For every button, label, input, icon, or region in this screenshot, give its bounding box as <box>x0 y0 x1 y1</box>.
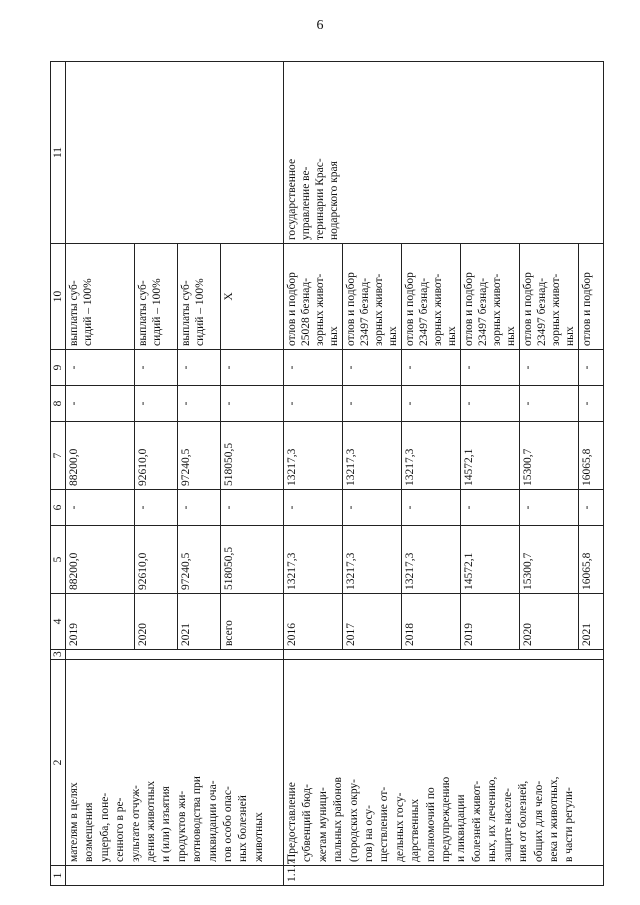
year-cell: 2018 <box>402 594 461 650</box>
number-cell <box>66 866 284 886</box>
table-row <box>66 62 135 886</box>
rotated-table-frame <box>50 62 593 886</box>
total-amount-cell: 88200,0 <box>66 526 135 594</box>
local-amount-cell: - <box>284 386 343 422</box>
year-cell: 2021 <box>178 594 221 650</box>
federal-amount-cell: - <box>135 490 178 526</box>
local-amount-cell: - <box>221 386 284 422</box>
other-amount-cell: - <box>402 350 461 386</box>
result-cell: отлов и подбор 23497 безнад- зорных живот- ных <box>520 244 579 350</box>
local-amount-cell: - <box>178 386 221 422</box>
regional-amount-cell: 92610,0 <box>135 422 178 490</box>
other-amount-cell: - <box>221 350 284 386</box>
regional-amount-cell: 97240,5 <box>178 422 221 490</box>
total-amount-cell: 92610,0 <box>135 526 178 594</box>
federal-amount-cell: - <box>284 490 343 526</box>
result-cell: отлов и подбор 23497 безнад- зорных живот- ных <box>461 244 520 350</box>
federal-amount-cell: - <box>66 490 135 526</box>
other-amount-cell: - <box>520 350 579 386</box>
header-cell: 4 <box>51 594 66 650</box>
result-cell: отлов и подбор 23497 безнад- зорных живот- ных <box>402 244 461 350</box>
rotated-table-container <box>50 62 593 886</box>
measures-table <box>50 61 604 886</box>
status-cell <box>284 650 604 660</box>
other-amount-cell: - <box>135 350 178 386</box>
result-cell: выплаты суб- сидий – 100% <box>66 244 135 350</box>
measure-description: мателям в целях возмещения ущерба, поне- сенного в ре- зультате отчуж- дения животных и (или) изъятия продуктов жи- вотноводства при ликвидации оча- гов особо опас- ных болезней животных <box>66 660 284 866</box>
year-cell: 2017 <box>343 594 402 650</box>
other-amount-cell: - <box>461 350 520 386</box>
measure-code: 1.1.7 <box>284 866 604 886</box>
total-amount-cell: 13217,3 <box>343 526 402 594</box>
regional-amount-cell: 13217,3 <box>343 422 402 490</box>
status-cell <box>66 650 284 660</box>
result-cell: отлов и подбор 25028 безнад- зорных живот- ных <box>284 244 343 350</box>
result-cell: отлов и подбор 23497 безнад- зорных живот- ных <box>343 244 402 350</box>
header-cell: 6 <box>51 490 66 526</box>
year-cell: 2021 <box>579 594 604 650</box>
regional-amount-cell: 88200,0 <box>66 422 135 490</box>
regional-amount-cell: 518050,5 <box>221 422 284 490</box>
year-cell: 2020 <box>135 594 178 650</box>
year-cell: всего <box>221 594 284 650</box>
federal-amount-cell: - <box>178 490 221 526</box>
result-cell: X <box>221 244 284 350</box>
header-cell: 3 <box>51 650 66 660</box>
header-cell: 9 <box>51 350 66 386</box>
header-cell: 7 <box>51 422 66 490</box>
result-cell: выплаты суб- сидий – 100% <box>135 244 178 350</box>
federal-amount-cell: - <box>520 490 579 526</box>
header-cell: 2 <box>51 660 66 866</box>
executor-cell: государственное управление ве- теринарии Крас- нодарского края <box>284 62 604 244</box>
header-cell: 5 <box>51 526 66 594</box>
year-cell: 2019 <box>461 594 520 650</box>
local-amount-cell: - <box>66 386 135 422</box>
federal-amount-cell: - <box>343 490 402 526</box>
table-header-row <box>51 62 66 886</box>
other-amount-cell: - <box>178 350 221 386</box>
page-number: 6 <box>316 18 324 33</box>
total-amount-cell: 13217,3 <box>402 526 461 594</box>
total-amount-cell: 13217,3 <box>284 526 343 594</box>
federal-amount-cell: - <box>461 490 520 526</box>
result-cell: отлов и подбор <box>579 244 604 350</box>
header-cell: 8 <box>51 386 66 422</box>
other-amount-cell: - <box>343 350 402 386</box>
executor-cell <box>66 62 284 244</box>
regional-amount-cell: 16065,8 <box>579 422 604 490</box>
year-cell: 2019 <box>66 594 135 650</box>
local-amount-cell: - <box>402 386 461 422</box>
table-row <box>284 62 343 886</box>
federal-amount-cell: - <box>221 490 284 526</box>
regional-amount-cell: 14572,1 <box>461 422 520 490</box>
total-amount-cell: 97240,5 <box>178 526 221 594</box>
local-amount-cell: - <box>461 386 520 422</box>
federal-amount-cell: - <box>579 490 604 526</box>
regional-amount-cell: 13217,3 <box>402 422 461 490</box>
other-amount-cell: - <box>284 350 343 386</box>
measure-description: Предоставление субвенций бюд- жетам муници- пальных районов (городских окру- гов) на осу- ществление от- дельных госу- дарственных полномочий по предупреждению и ликвидации болезней живот- ных, их лечению, защите населе- ния от болезней, общих для чело- века и животных, в части регули- <box>284 660 604 866</box>
total-amount-cell: 518050,5 <box>221 526 284 594</box>
year-cell: 2020 <box>520 594 579 650</box>
federal-amount-cell: - <box>402 490 461 526</box>
regional-amount-cell: 13217,3 <box>284 422 343 490</box>
other-amount-cell: - <box>66 350 135 386</box>
regional-amount-cell: 15300,7 <box>520 422 579 490</box>
other-amount-cell: - <box>579 350 604 386</box>
result-cell: выплаты суб- сидий – 100% <box>178 244 221 350</box>
header-cell: 11 <box>51 62 66 244</box>
total-amount-cell: 15300,7 <box>520 526 579 594</box>
header-cell: 10 <box>51 244 66 350</box>
local-amount-cell: - <box>579 386 604 422</box>
year-cell: 2016 <box>284 594 343 650</box>
local-amount-cell: - <box>343 386 402 422</box>
total-amount-cell: 14572,1 <box>461 526 520 594</box>
total-amount-cell: 16065,8 <box>579 526 604 594</box>
local-amount-cell: - <box>135 386 178 422</box>
header-cell: 1 <box>51 866 66 886</box>
local-amount-cell: - <box>520 386 579 422</box>
